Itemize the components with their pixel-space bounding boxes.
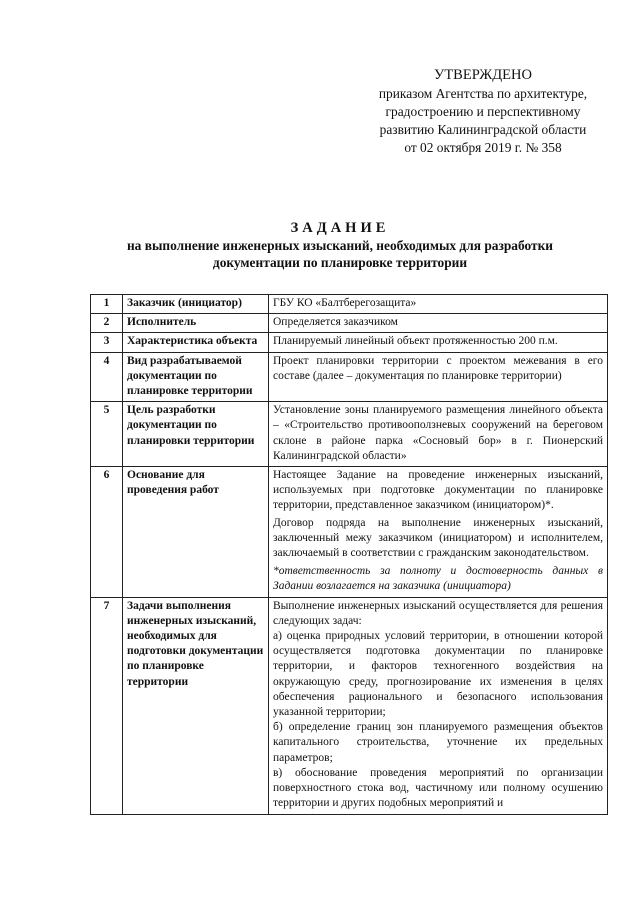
row-number: 4 — [91, 352, 123, 402]
row-paragraph: Установление зоны планируемого размещения линейного объекта – «Строительство противооползневых сооружений на береговом склоне в районе парка «Сосновый бор» в г. Пионерский Калининградской области» — [273, 404, 603, 462]
table-row — [91, 295, 608, 314]
table-row — [91, 333, 608, 352]
approval-line: от 02 октября 2019 г. № 358 — [404, 140, 562, 155]
row-value — [269, 333, 608, 352]
row-paragraph: Определяется заказчиком — [273, 316, 398, 329]
row-label: Исполнитель — [123, 314, 269, 333]
row-number: 5 — [91, 402, 123, 467]
row-paragraph: а) оценка природных условий территории, в отношении которой осуществляется подготовка документации по планировке территории, и факторов техногенного воздействия на окружающую среду, прогнозирование их изменения в целях обеспечения рационального и безопасного использования указанной территории; — [273, 630, 603, 719]
title-main: ЗАДАНИЕ — [290, 220, 390, 236]
row-label: Вид разрабатываемой документации по планировке территории — [123, 352, 269, 402]
row-label: Цель разработки документации по планировки территории — [123, 402, 269, 467]
row-label: Характеристика объекта — [123, 333, 269, 352]
row-value — [269, 295, 608, 314]
table-row — [91, 402, 608, 467]
task-table — [90, 294, 608, 815]
row-number: 2 — [91, 314, 123, 333]
row-number: 1 — [91, 295, 123, 314]
row-paragraph: Договор подряда на выполнение инженерных изысканий, заключенный межу заказчиком (инициатором) и исполнителем, заключаемый в соответствии с гражданским законодательством. — [273, 516, 603, 560]
row-value — [269, 597, 608, 814]
title-subtitle-line: на выполнение инженерных изысканий, необходимых для разработки — [126, 238, 554, 253]
row-number: 3 — [91, 333, 123, 352]
row-paragraph: Настоящее Задание на проведение инженерных изысканий, используемых при подготовке документации по планировке территории, представленное заказчиком (инициатором)*. — [273, 469, 603, 512]
row-paragraph: Планируемый линейный объект протяженностью 200 п.м. — [273, 335, 558, 348]
row-label: Задачи выполнения инженерных изысканий, необходимых для подготовки документации по планировке территории — [123, 597, 269, 814]
row-label: Основание для проведения работ — [123, 467, 269, 598]
approval-heading: УТВЕРЖДЕНО — [434, 67, 532, 83]
table-row — [91, 597, 608, 814]
table-row — [91, 314, 608, 333]
row-value — [269, 314, 608, 333]
document-title — [70, 219, 610, 271]
table-row — [91, 467, 608, 598]
row-value — [269, 352, 608, 402]
approval-stamp — [350, 66, 616, 157]
table-row — [91, 352, 608, 402]
approval-line: приказом Агентства по архитектуре, — [378, 86, 588, 101]
row-label: Заказчик (инициатор) — [123, 295, 269, 314]
row-number: 7 — [91, 597, 123, 814]
row-value — [269, 402, 608, 467]
row-value — [269, 467, 608, 598]
approval-line: градостроению и перспективному — [385, 104, 581, 119]
row-paragraph: ГБУ КО «Балтберегозащита» — [273, 297, 417, 309]
row-paragraph: в) обоснование проведения мероприятий по организации поверхностного стока вод, частичному или полному осушению территории и других подобных мероприятий и — [273, 766, 603, 810]
row-number: 6 — [91, 467, 123, 598]
row-paragraph: Выполнение инженерных изысканий осуществляется для решения следующих задач: — [273, 599, 603, 627]
approval-line: развитию Калининградской области — [379, 122, 587, 137]
row-paragraph: б) определение границ зон планируемого размещения объектов капитального строительства, уточнение их предельных параметров; — [273, 721, 603, 764]
row-footnote: *ответственность за полноту и достоверность данных в Задании возлагается на заказчика (инициатора) — [273, 565, 603, 593]
title-subtitle-line: документации по планировке территории — [212, 255, 468, 270]
row-paragraph: Проект планировки территории с проектом межевания в его составе (далее – документация по планировке территории) — [273, 354, 603, 382]
